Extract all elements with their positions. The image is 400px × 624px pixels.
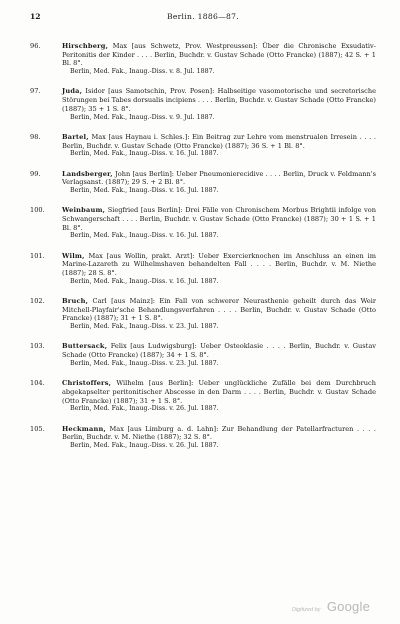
entry-number: 97. <box>30 87 41 96</box>
entry-dissertation-note: Berlin, Med. Fak., Inaug.-Diss. v. 16. Jul. 1887. <box>70 277 219 285</box>
entry-text: Max [aus Schwetz, Prov. Westpreussen]: Über die Chronische Exsudativ-Peritonitis der Kinder . . . . Berlin, Buchdr. v. Gustav Schade (Otto Francke) (1887); 42 S. + 1 Bl. 8°. <box>62 42 376 68</box>
entry-author: Heckmann, <box>62 424 106 433</box>
bibliography-list <box>30 42 376 461</box>
bibliography-entry <box>30 342 376 368</box>
entry-dissertation-note: Berlin, Med. Fak., Inaug.-Diss. v. 16. Jul. 1887. <box>70 150 219 158</box>
entry-dissertation-note: Berlin, Med. Fak., Inaug.-Diss. v. 23. Jul. 1887. <box>70 359 219 367</box>
entry-number: 105. <box>30 424 45 433</box>
entry-body <box>62 206 376 232</box>
page-running-title: Berlin. 1886—87. <box>166 12 240 21</box>
entry-body <box>62 87 376 113</box>
entry-author: Buttersack, <box>62 342 108 351</box>
entry-text: John [aus Berlin]: Ueber Pneumonierecidive . . . . Berlin, Druck v. Feldmann's Verlagsanst. (1887); 29 S. + 2 Bl. 8°. <box>62 169 376 187</box>
entry-text: Wilhelm [aus Berlin]: Ueber unglückliche Zufälle bei dem Durchbruch abgekapselter peritonitischer Abscesse in den Darm . . . . Berlin, Buchdr. v. Gustav Schade (Otto Francke) (1887); 31 + 1 S. 8°. <box>62 379 376 405</box>
watermark-caption: Digitized by <box>291 607 321 613</box>
entry-text: Max [aus Haynau i. Schles.]: Ein Beitrag zur Lehre vom menstrualen Irresein . . . . Berlin, Buchdr. v. Gustav Schade (Otto Francke) (1887); 36 S. + 1 Bl. 8°. <box>62 132 376 150</box>
digitized-watermark <box>292 598 370 616</box>
entry-body <box>62 133 376 150</box>
entry-dissertation-note: Berlin, Med. Fak., Inaug.-Diss. v. 23. Jul. 1887. <box>70 323 219 331</box>
entry-body <box>62 425 376 442</box>
entry-number: 100. <box>30 206 45 215</box>
entry-dissertation-note: Berlin, Med. Fak., Inaug.-Diss. v. 16. Jul. 1887. <box>70 186 219 194</box>
entry-number: 96. <box>30 42 41 50</box>
entry-author: Christoffers, <box>62 379 112 388</box>
entry-dissertation-note: Berlin, Med. Fak., Inaug.-Diss. v. 26. Jul. 1887. <box>70 441 219 449</box>
entry-author: Weinbaum, <box>62 206 106 215</box>
entry-text: Isidor [aus Samotschin, Prov. Posen]: Halbseitige vasomotorische und secretorische Störungen bei Tabes dorsualis incipiens . . . . Berlin, Buchdr. v. Gustav Schade (Otto Francke) (1887); 35 + 1 S. 8°. <box>62 87 376 113</box>
entry-body <box>62 379 376 405</box>
entry-dissertation-note: Berlin, Med. Fak., Inaug.-Diss. v. 16. Jul. 1887. <box>70 232 219 240</box>
bibliography-entry <box>30 133 376 159</box>
page-header <box>30 12 376 26</box>
entry-author: Wilm, <box>62 251 85 260</box>
entry-body <box>62 170 376 187</box>
entry-author: Bruch, <box>62 297 89 306</box>
entry-author: Bartel, <box>62 132 89 141</box>
entry-body <box>62 342 376 359</box>
bibliography-entry <box>30 42 376 77</box>
entry-author: Landsberger, <box>62 169 113 178</box>
entry-text: Max [aus Wollin, prakt. Arzt]: Ueber Exercierknochen im Anschluss an einen im Marine-Lazareth zu Wilhelmshaven behandelten Fall . . . . Berlin, Buchdr. v. M. Niethe (1887); 28 S. 8°. <box>62 251 376 278</box>
entry-number: 101. <box>30 251 45 260</box>
bibliography-entry <box>30 170 376 196</box>
entry-text: Max [aus Limburg a. d. Lahn]: Zur Behandlung der Patellarfracturen . . . . Berlin, Buchdr. v. M. Niethe (1887); 32 S. 8°. <box>62 424 376 442</box>
entry-dissertation-note: Berlin, Med. Fak., Inaug.-Diss. v. 9. Jul. 1887. <box>70 113 215 121</box>
entry-body <box>62 42 376 68</box>
page-number: 12 <box>30 12 41 21</box>
entry-number: 99. <box>30 169 41 178</box>
bibliography-entry <box>30 206 376 241</box>
entry-text: Carl [aus Mainz]: Ein Fall von schwerer Neurasthenie geheilt durch das Weir Mitchell-Playfair'sche Behandlungsverfahren . . . . Berlin, Buchdr. v. Gustav Schade (Otto Francke) (1887); 31 + 1 S. 8°. <box>62 297 376 323</box>
entry-number: 104. <box>30 379 45 388</box>
bibliography-entry <box>30 297 376 332</box>
entry-text: Siegfried [aus Berlin]: Drei Fälle von Chronischem Morbus Brightii infolge von Schwangerschaft . . . . Berlin, Buchdr. v. Gustav Schade (Otto Francke) (1887); 30 + 1 S. + 1 Bl. 8°. <box>62 206 376 232</box>
entry-number: 102. <box>30 297 45 306</box>
bibliography-entry <box>30 87 376 122</box>
entry-author: Juda, <box>62 87 83 96</box>
entry-dissertation-note: Berlin, Med. Fak., Inaug.-Diss. v. 8. Jul. 1887. <box>70 68 215 76</box>
entry-number: 98. <box>30 132 41 141</box>
entry-body <box>62 252 376 278</box>
entry-dissertation-note: Berlin, Med. Fak., Inaug.-Diss. v. 26. Jul. 1887. <box>70 405 219 413</box>
google-logo: Google <box>326 599 370 614</box>
entry-number: 103. <box>30 342 45 351</box>
entry-text: Felix [aus Ludwigsburg]: Ueber Osteoklasie . . . . Berlin, Buchdr. v. Gustav Schade (Otto Francke) (1887); 34 + 1 S. 8°. <box>62 342 376 360</box>
bibliography-entry <box>30 252 376 287</box>
bibliography-entry <box>30 379 376 414</box>
entry-body <box>62 297 376 323</box>
bibliography-entry <box>30 425 376 451</box>
entry-author: Hirschberg, <box>62 42 109 50</box>
